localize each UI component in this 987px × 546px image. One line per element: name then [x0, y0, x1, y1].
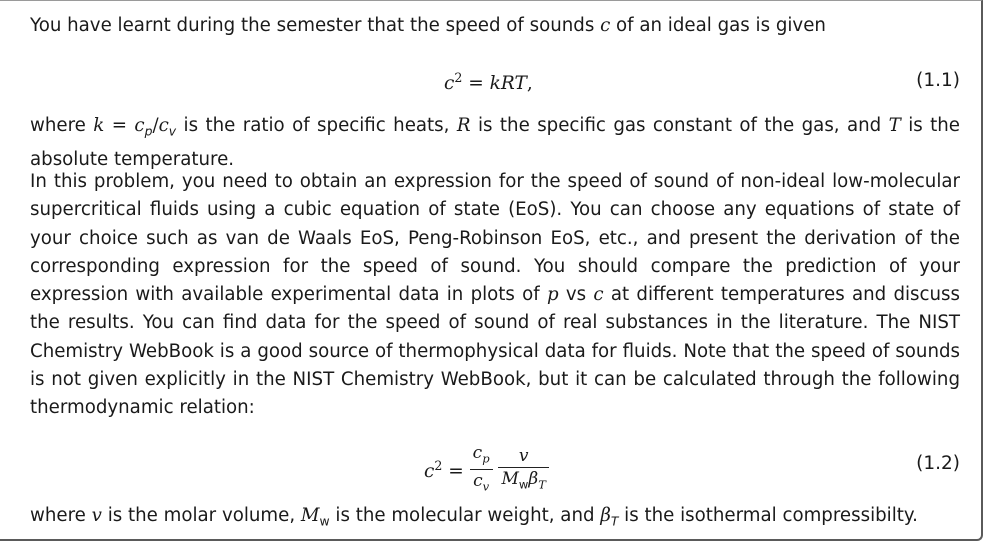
math-beta: β: [528, 468, 539, 489]
math-R: R: [456, 115, 471, 136]
math-c: c: [600, 15, 611, 36]
text: is the specific gas constant of the gas, and: [470, 115, 889, 136]
exponent: 2: [434, 457, 443, 473]
text: at different temperatures and discuss the results. You can find data for the speed of sound of real substances in the literature. The NIST Chemistry WebBook is a good source of thermophysical data for fluids. Note that the speed of sounds is not given explicitly in the NIST Chemistry WebBook, but it can be calculated through the following thermodynamic relation:: [30, 284, 960, 419]
text: of an ideal gas is given: [610, 15, 826, 36]
text: where: [30, 115, 94, 136]
text: is the molecular weight, and: [329, 505, 601, 526]
equation-number: (1.1): [916, 70, 960, 91]
equals-sign: =: [442, 460, 470, 482]
equation-1-1: [0, 70, 987, 100]
text: vs: [558, 284, 594, 306]
equation-number: (1.2): [916, 453, 960, 474]
math-c: c: [593, 284, 604, 306]
math-c: c: [472, 443, 483, 463]
equation-body: [444, 70, 533, 94]
definitions-paragraph: [30, 502, 960, 536]
text: In this problem, you need to obtain an expression for the speed of sound of non-ideal low-molecular supercritical fluids using a cubic equation of state (EoS). You can choose any equations of state of your choice such as van de Waals EoS, Peng-Robinson EoS, etc., and present the derivation of the corresponding expression for the speed of sound. You should compare the prediction of your expression with available experimental data in plots of: [30, 171, 960, 306]
intro-paragraph: [30, 12, 960, 40]
exponent: 2: [454, 70, 463, 85]
subscript-p: p: [144, 124, 153, 139]
subscript-v: v: [168, 124, 177, 139]
math-beta: β: [600, 505, 611, 526]
equation-body: [424, 442, 549, 498]
math-kRT: kRT: [489, 73, 527, 95]
math-v: v: [518, 445, 529, 466]
math-M: M: [501, 468, 519, 489]
math-k: k: [93, 115, 105, 136]
math-c: c: [158, 115, 169, 136]
subscript-w: w: [518, 477, 529, 492]
math-p: p: [546, 284, 559, 306]
equals-sign: =: [462, 73, 490, 95]
math-c: c: [134, 115, 145, 136]
comma: ,: [526, 73, 533, 95]
math-c: c: [424, 460, 435, 482]
math-c: c: [473, 471, 483, 492]
fraction-cp-cv: [470, 442, 493, 498]
text: is the isothermal compressibilty.: [618, 505, 918, 526]
math-c: c: [444, 73, 455, 95]
problem-paragraph: [30, 168, 960, 423]
text: You have learnt during the semester that the speed of sounds: [30, 15, 601, 36]
math-v: v: [91, 505, 102, 526]
subscript-T: T: [610, 514, 619, 529]
slash: /: [152, 115, 159, 136]
text: is the molar volume,: [101, 505, 301, 526]
subscript-v: v: [482, 479, 490, 494]
equation-1-2: [0, 440, 987, 492]
text: is the absolute temperature.: [30, 115, 960, 170]
ratio-paragraph: [30, 112, 960, 174]
subscript-w: w: [319, 514, 330, 529]
fraction-v-mwbeta: [498, 445, 548, 495]
text: where: [30, 505, 92, 526]
text: is the ratio of specific heats,: [176, 115, 457, 136]
math-M: M: [300, 505, 320, 526]
subscript-T: T: [538, 477, 546, 492]
math-T: T: [888, 115, 901, 136]
subscript-p: p: [482, 451, 490, 466]
equals-sign: =: [104, 115, 135, 136]
